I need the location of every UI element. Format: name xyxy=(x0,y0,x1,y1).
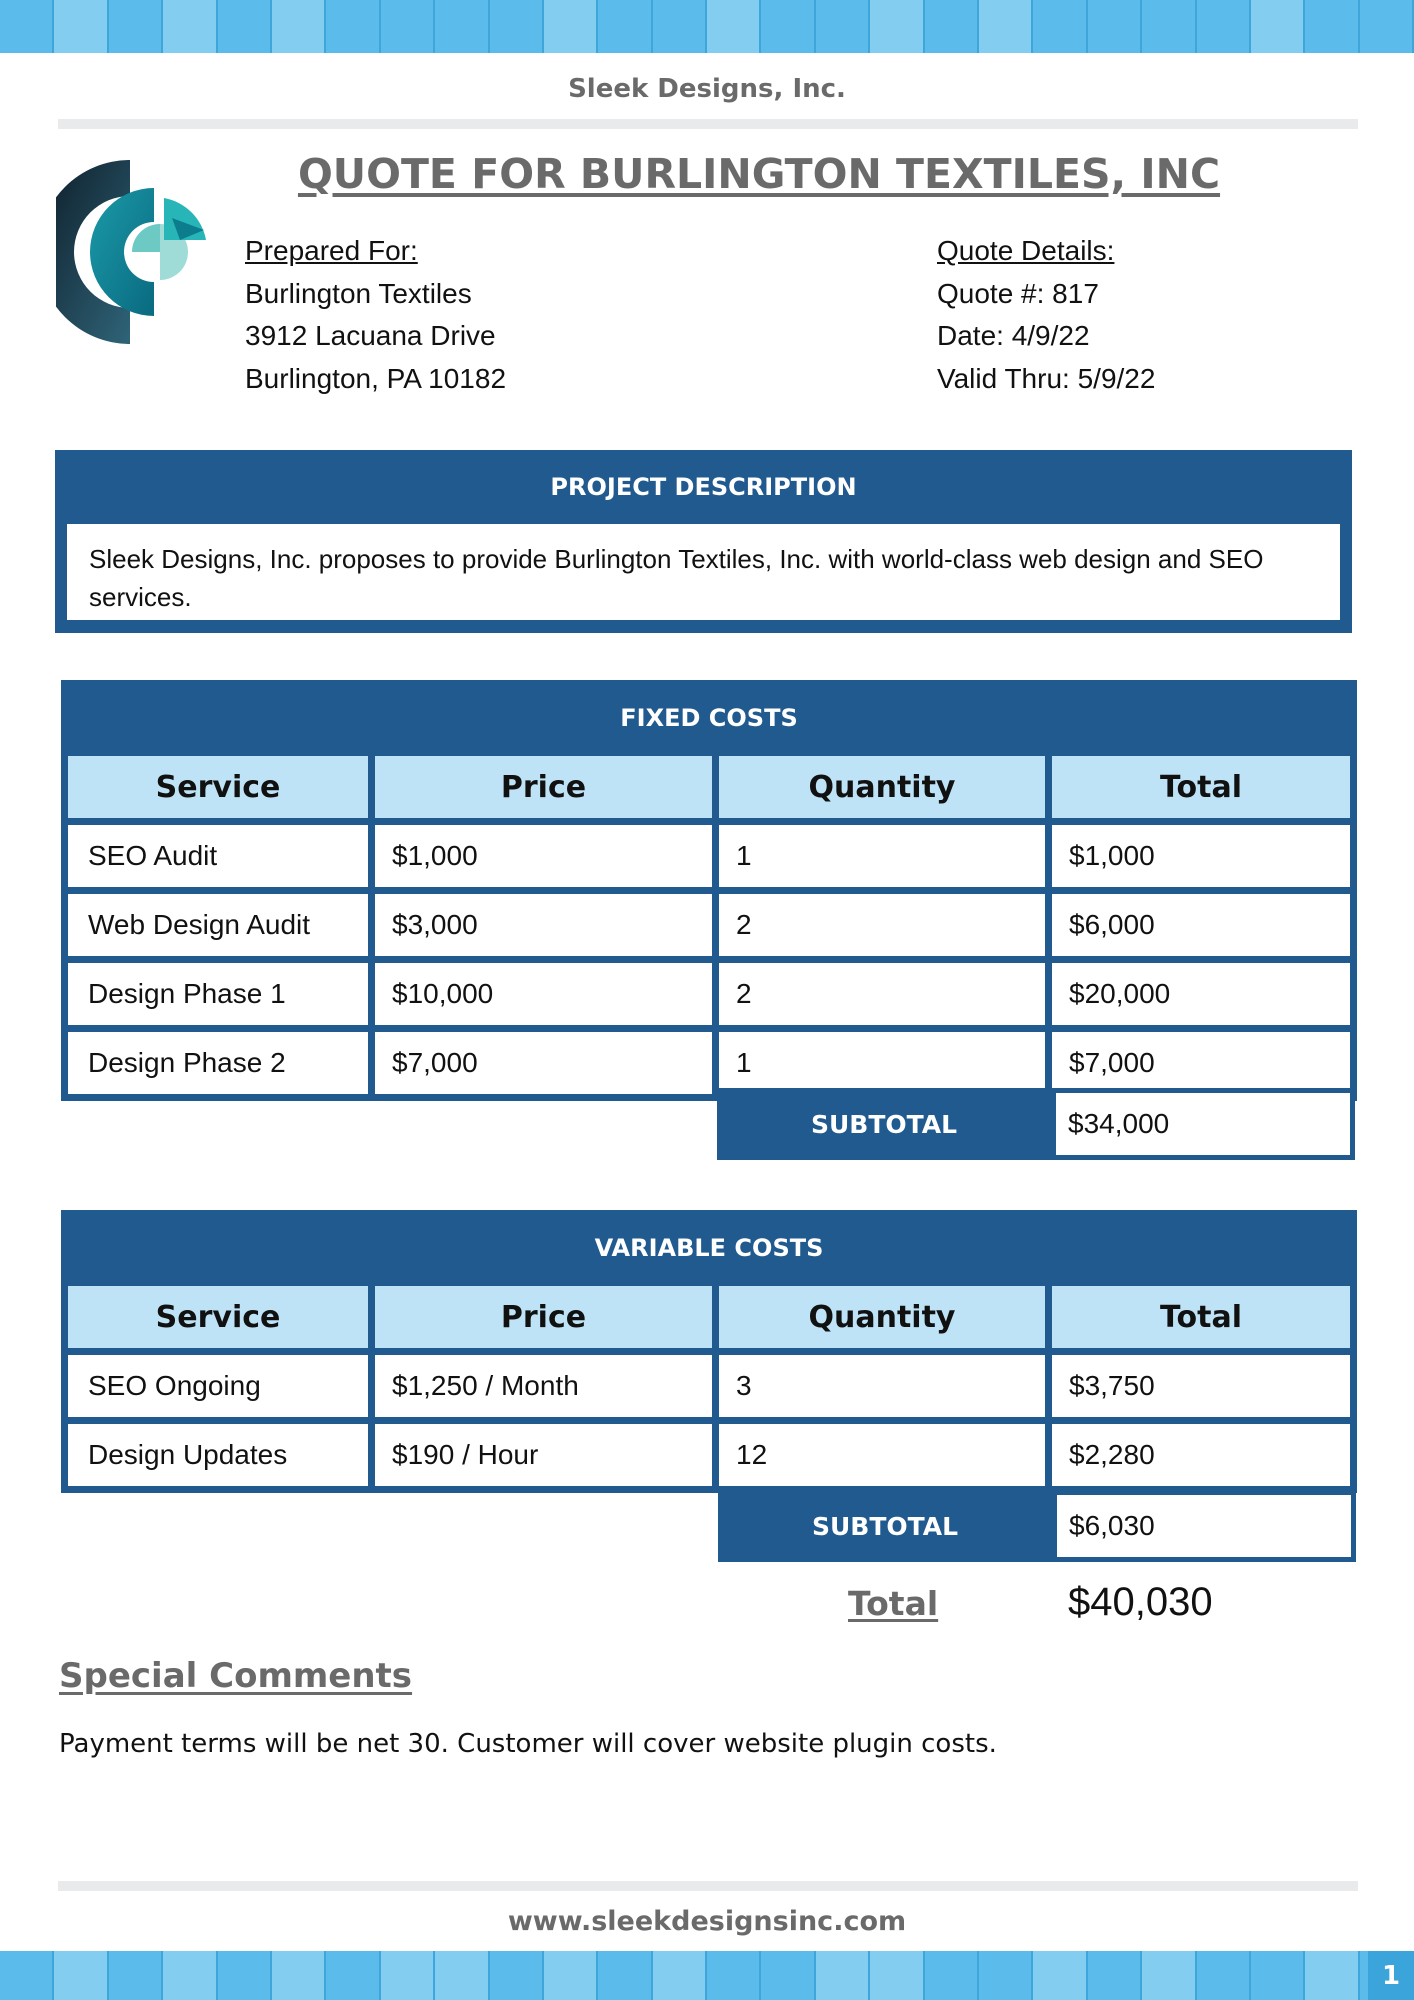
table-row xyxy=(68,1032,1350,1094)
project-description-heading: PROJECT DESCRIPTION xyxy=(550,472,857,501)
table-row xyxy=(68,894,1350,956)
column-header-price: Price xyxy=(375,756,712,818)
variable-costs-subtotal xyxy=(718,1490,1356,1562)
cell-price: $1,250 / Month xyxy=(375,1355,712,1417)
fixed-costs-subtotal xyxy=(717,1088,1355,1160)
cell-service: Design Updates xyxy=(68,1424,368,1486)
cell-quantity: 1 xyxy=(719,1032,1045,1094)
cell-total: $6,000 xyxy=(1052,894,1350,956)
cell-total: $2,280 xyxy=(1052,1424,1350,1486)
table-row xyxy=(68,825,1350,887)
company-logo xyxy=(56,158,212,346)
cell-service: SEO Audit xyxy=(68,825,368,887)
quote-date: Date: 4/9/22 xyxy=(937,320,1090,351)
client-city: Burlington, PA 10182 xyxy=(245,362,507,394)
cell-total: $20,000 xyxy=(1052,963,1350,1025)
quote-number: Quote #: 817 xyxy=(937,277,1099,309)
fixed-costs-table xyxy=(61,680,1357,1101)
subtotal-label: SUBTOTAL xyxy=(717,1088,1051,1160)
bottom-decorative-strip xyxy=(0,1951,1414,2000)
variable-costs-heading: VARIABLE COSTS xyxy=(68,1217,1350,1279)
grand-total-label: Total xyxy=(848,1584,939,1623)
column-header-service: Service xyxy=(68,1286,368,1348)
footer-divider xyxy=(58,1881,1358,1891)
quote-valid-thru: Valid Thru: 5/9/22 xyxy=(937,362,1156,394)
variable-costs-table xyxy=(61,1210,1357,1493)
cell-price: $190 / Hour xyxy=(375,1424,712,1486)
cell-quantity: 2 xyxy=(719,963,1045,1025)
table-row xyxy=(68,963,1350,1025)
column-header-service: Service xyxy=(68,756,368,818)
cell-quantity: 2 xyxy=(719,894,1045,956)
cell-price: $10,000 xyxy=(375,963,712,1025)
grand-total-value: $40,030 xyxy=(1068,1580,1213,1624)
quote-details-heading: Quote Details: xyxy=(937,235,1115,266)
client-name: Burlington Textiles xyxy=(245,277,472,309)
cell-service: Design Phase 2 xyxy=(68,1032,368,1094)
subtotal-label: SUBTOTAL xyxy=(718,1490,1052,1562)
top-decorative-strip xyxy=(0,0,1414,53)
cell-service: SEO Ongoing xyxy=(68,1355,368,1417)
subtotal-value: $6,030 xyxy=(1057,1495,1351,1557)
prepared-for-heading: Prepared For: xyxy=(245,235,418,266)
column-header-quantity: Quantity xyxy=(719,756,1045,818)
project-description-section xyxy=(55,450,1352,633)
column-header-total: Total xyxy=(1052,1286,1350,1348)
subtotal-value: $34,000 xyxy=(1056,1093,1350,1155)
quote-title: QUOTE FOR BURLINGTON TEXTILES, INC xyxy=(297,150,1221,198)
page-number: 1 xyxy=(1368,1951,1414,2000)
column-header-total: Total xyxy=(1052,756,1350,818)
cell-quantity: 3 xyxy=(719,1355,1045,1417)
quote-details-block xyxy=(937,230,1155,400)
special-comments-text: Payment terms will be net 30. Customer will cover website plugin costs. xyxy=(59,1729,997,1759)
cell-total: $3,750 xyxy=(1052,1355,1350,1417)
client-street: 3912 Lacuana Drive xyxy=(245,320,496,351)
cell-price: $7,000 xyxy=(375,1032,712,1094)
table-row xyxy=(68,1355,1350,1417)
cell-total: $7,000 xyxy=(1052,1032,1350,1094)
special-comments-heading: Special Comments xyxy=(59,1656,413,1696)
cell-service: Design Phase 1 xyxy=(68,963,368,1025)
cell-quantity: 12 xyxy=(719,1424,1045,1486)
project-description-text: Sleek Designs, Inc. proposes to provide Burlington Textiles, Inc. with world-class web design and SEO services. xyxy=(67,524,1340,620)
cell-total: $1,000 xyxy=(1052,825,1350,887)
cell-price: $3,000 xyxy=(375,894,712,956)
website-url: www.sleekdesignsinc.com xyxy=(507,1906,907,1937)
prepared-for-block xyxy=(245,230,506,400)
column-header-quantity: Quantity xyxy=(719,1286,1045,1348)
cell-service: Web Design Audit xyxy=(68,894,368,956)
fixed-costs-heading: FIXED COSTS xyxy=(68,687,1350,749)
cell-price: $1,000 xyxy=(375,825,712,887)
cell-quantity: 1 xyxy=(719,825,1045,887)
company-name: Sleek Designs, Inc. xyxy=(568,74,846,104)
table-row xyxy=(68,1424,1350,1486)
column-header-price: Price xyxy=(375,1286,712,1348)
header-divider xyxy=(58,119,1358,129)
